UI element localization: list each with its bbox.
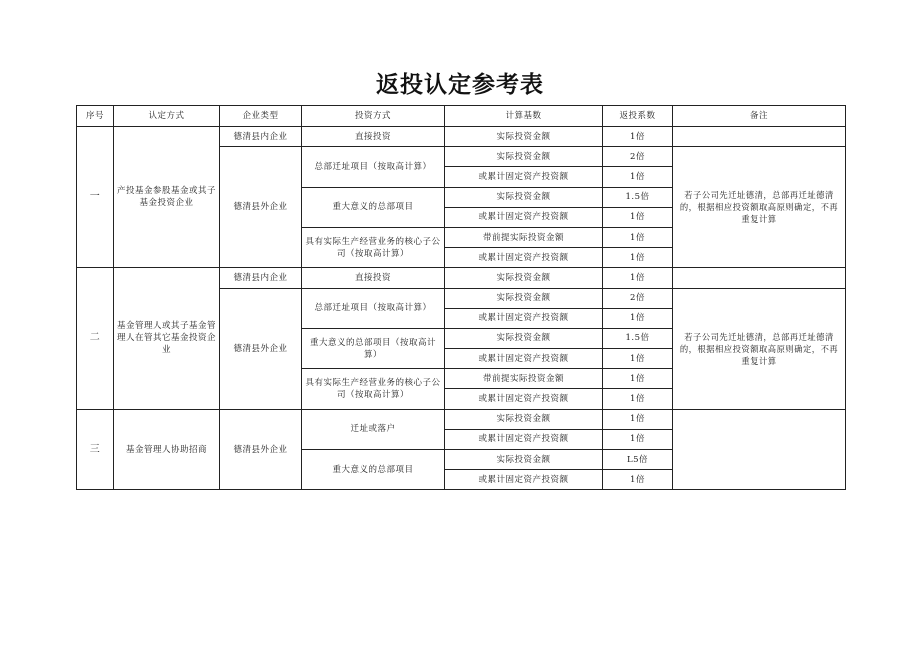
header-coefficient: 返投系数	[603, 106, 673, 127]
coefficient: 1倍	[603, 248, 673, 268]
calc-base: 或累计固定资产投资额	[445, 470, 603, 490]
reference-table	[76, 105, 846, 490]
calc-base: 实际投资金额	[445, 409, 603, 429]
header-remarks: 备注	[673, 106, 846, 127]
remark-note: 若子公司先迁址德清，总部再迁址德清的，根据相应投资额取高原则确定，不再重复计算	[673, 288, 846, 409]
company-type: 德清县外企业	[220, 147, 302, 268]
section-method: 基金管理人协助招商	[114, 409, 220, 490]
section-seq: 一	[77, 127, 114, 268]
coefficient: 1倍	[603, 308, 673, 328]
invest-method: 重大意义的总部项目	[302, 187, 445, 227]
coefficient: 1倍	[603, 167, 673, 187]
calc-base: 实际投资金额	[445, 147, 603, 167]
calc-base: 实际投资金额	[445, 328, 603, 348]
calc-base: 或累计固定资产投资额	[445, 349, 603, 369]
coefficient: L5倍	[603, 450, 673, 470]
section-method: 基金管理人或其子基金管理人在管其它基金投资企业	[114, 268, 220, 409]
remark-note: 若子公司先迁址德清，总部再迁址德清的，根据相应投资额取高原则确定，不再重复计算	[673, 147, 846, 268]
page-title: 返投认定参考表	[376, 72, 544, 98]
calc-base: 或累计固定资产投资额	[445, 308, 603, 328]
table-row	[77, 127, 846, 147]
header-calc-base: 计算基数	[445, 106, 603, 127]
calc-base: 带前提实际投资金额	[445, 227, 603, 247]
section-seq: 二	[77, 268, 114, 409]
calc-base: 或累计固定资产投资额	[445, 389, 603, 409]
calc-base: 实际投资金额	[445, 450, 603, 470]
coefficient: 1.5倍	[603, 187, 673, 207]
invest-method: 总部迁址项目（按取高计算）	[302, 288, 445, 328]
header-row	[77, 106, 846, 127]
invest-method: 具有实际生产经营业务的核心子公司（按取高计算）	[302, 369, 445, 409]
invest-method: 重大意义的总部项目（按取高计算）	[302, 328, 445, 368]
calc-base: 或累计固定资产投资额	[445, 167, 603, 187]
invest-method: 直接投资	[302, 127, 445, 147]
company-type: 德清县内企业	[220, 127, 302, 147]
calc-base: 带前提实际投资金额	[445, 369, 603, 389]
invest-method: 重大意义的总部项目	[302, 450, 445, 490]
coefficient: 1倍	[603, 470, 673, 490]
calc-base: 实际投资金额	[445, 268, 603, 288]
coefficient: 2倍	[603, 147, 673, 167]
coefficient: 1.5倍	[603, 328, 673, 348]
coefficient: 2倍	[603, 288, 673, 308]
calc-base: 或累计固定资产投资额	[445, 248, 603, 268]
coefficient: 1倍	[603, 127, 673, 147]
section-method: 产投基金参股基金或其子基金投资企业	[114, 127, 220, 268]
coefficient: 1倍	[603, 429, 673, 449]
invest-method: 直接投资	[302, 268, 445, 288]
remark-empty	[673, 127, 846, 147]
header-invest-method: 投资方式	[302, 106, 445, 127]
coefficient: 1倍	[603, 409, 673, 429]
header-seq: 序号	[77, 106, 114, 127]
header-company-type: 企业类型	[220, 106, 302, 127]
coefficient: 1倍	[603, 268, 673, 288]
coefficient: 1倍	[603, 207, 673, 227]
coefficient: 1倍	[603, 349, 673, 369]
calc-base: 实际投资金额	[445, 288, 603, 308]
header-method: 认定方式	[114, 106, 220, 127]
table-row	[77, 409, 846, 429]
calc-base: 或累计固定资产投资额	[445, 207, 603, 227]
calc-base: 实际投资金额	[445, 187, 603, 207]
invest-method: 总部迁址项目（按取高计算）	[302, 147, 445, 187]
remark-note	[673, 409, 846, 490]
company-type: 德清县外企业	[220, 409, 302, 490]
section-seq: 三	[77, 409, 114, 490]
invest-method: 具有实际生产经营业务的核心子公司（按取高计算）	[302, 227, 445, 267]
company-type: 德清县外企业	[220, 288, 302, 409]
coefficient: 1倍	[603, 227, 673, 247]
calc-base: 实际投资金额	[445, 127, 603, 147]
coefficient: 1倍	[603, 369, 673, 389]
coefficient: 1倍	[603, 389, 673, 409]
calc-base: 或累计固定资产投资额	[445, 429, 603, 449]
table-row	[77, 268, 846, 288]
remark-empty	[673, 268, 846, 288]
invest-method: 迁址或落户	[302, 409, 445, 449]
company-type: 德清县内企业	[220, 268, 302, 288]
